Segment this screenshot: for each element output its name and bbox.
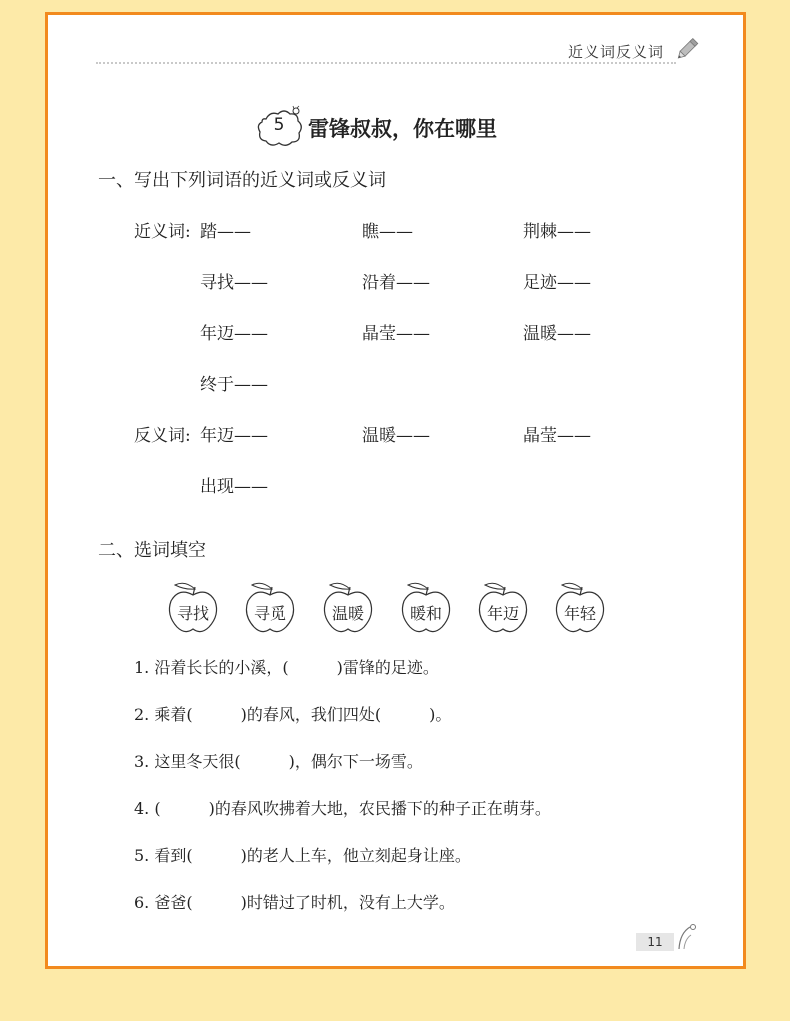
lesson-title: 雷锋叔叔，你在哪里 bbox=[308, 116, 497, 141]
antonym-item: 出现—— bbox=[200, 477, 268, 497]
header-divider bbox=[96, 62, 676, 64]
synonym-item: 足迹—— bbox=[523, 273, 591, 293]
synonyms-label: 近义词: bbox=[134, 222, 191, 242]
word-option: 年迈 bbox=[486, 604, 519, 623]
antonym-item: 温暖—— bbox=[362, 426, 430, 446]
word-option: 温暖 bbox=[331, 604, 364, 623]
worksheet-page bbox=[45, 12, 746, 969]
synonym-item: 年迈—— bbox=[200, 324, 268, 344]
antonym-item: 晶莹—— bbox=[523, 426, 591, 446]
word-apple bbox=[242, 581, 298, 637]
question-3: 3. 这里冬天很( )，偶尔下一场雪。 bbox=[134, 752, 423, 771]
antonym-item: 年迈—— bbox=[200, 426, 268, 446]
word-apple bbox=[552, 581, 608, 637]
synonym-item: 沿着—— bbox=[362, 273, 430, 293]
pencil-icon bbox=[676, 33, 704, 61]
question-5: 5. 看到( )的老人上车，他立刻起身让座。 bbox=[134, 846, 471, 865]
word-option: 年轻 bbox=[563, 604, 596, 623]
word-apple bbox=[475, 581, 531, 637]
synonym-item: 晶莹—— bbox=[362, 324, 430, 344]
synonym-item: 踏—— bbox=[200, 222, 251, 242]
synonym-item: 荆棘—— bbox=[523, 222, 591, 242]
word-apple bbox=[398, 581, 454, 637]
lesson-number: 5 bbox=[273, 115, 285, 135]
question-4: 4. ( )的春风吹拂着大地，农民播下的种子正在萌芽。 bbox=[134, 799, 551, 818]
header-title: 近义词反义词 bbox=[568, 43, 665, 61]
lesson-number-badge bbox=[256, 105, 304, 151]
question-6: 6. 爸爸( )时错过了时机，没有上大学。 bbox=[134, 893, 455, 912]
synonym-item: 寻找—— bbox=[200, 273, 268, 293]
section1-heading: 一、写出下列词语的近义词或反义词 bbox=[98, 170, 386, 191]
word-option: 寻找 bbox=[176, 604, 209, 623]
word-apple bbox=[320, 581, 376, 637]
question-2: 2. 乘着( )的春风，我们四处( )。 bbox=[134, 705, 452, 724]
synonym-item: 温暖—— bbox=[523, 324, 591, 344]
synonym-item: 终于—— bbox=[200, 375, 268, 395]
question-1: 1. 沿着长长的小溪，( )雷锋的足迹。 bbox=[134, 658, 439, 677]
antonyms-label: 反义词: bbox=[134, 426, 191, 446]
swirl-decoration-icon bbox=[676, 923, 698, 951]
word-option: 暖和 bbox=[409, 604, 442, 623]
section2-heading: 二、选词填空 bbox=[98, 540, 206, 561]
page-number: 11 bbox=[636, 933, 674, 951]
word-option: 寻觅 bbox=[253, 604, 286, 623]
word-apple bbox=[165, 581, 221, 637]
synonym-item: 瞧—— bbox=[362, 222, 413, 242]
